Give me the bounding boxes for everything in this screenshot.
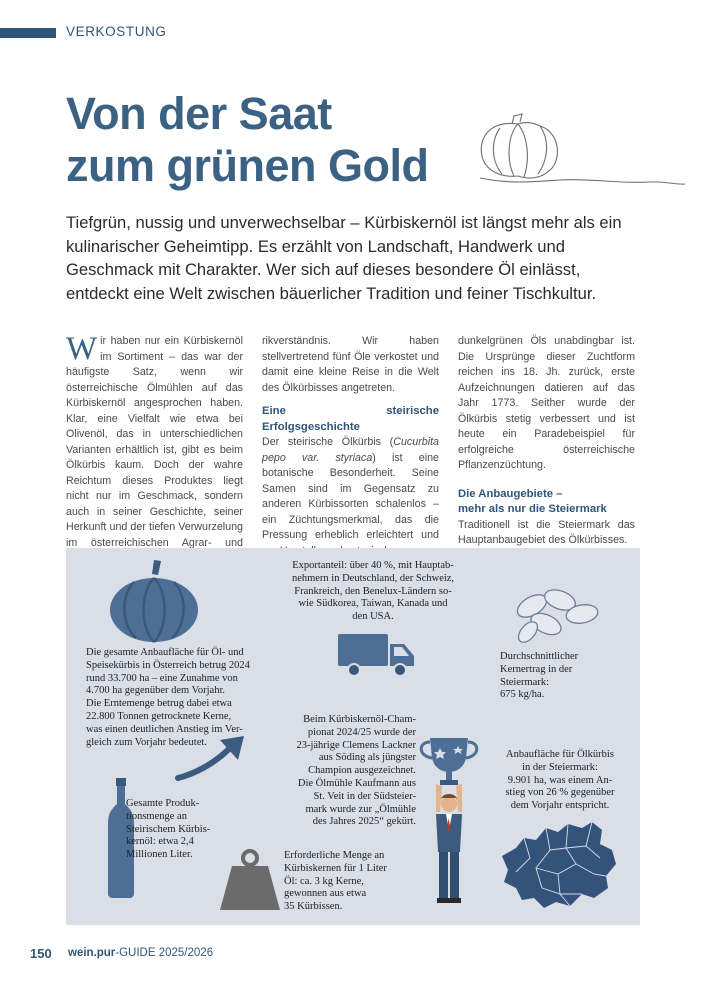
trophy-person-icon	[416, 734, 482, 906]
section-marker	[0, 28, 56, 38]
rising-arrow-icon	[174, 734, 250, 782]
weight-icon	[216, 848, 284, 912]
body-paragraph-2: rikverständnis. Wir haben stellvertretend fünf Öle verkostet und damit eine kleine Reise in die Welt des Ölkürbisses angetreten.	[262, 335, 439, 394]
pumpkin-seeds-icon	[510, 584, 606, 644]
info-production: Gesamte Produk- tionsmenge an Steirischem Kürbis- kernöl: etwa 2,4 Millionen Liter.	[126, 798, 211, 861]
info-yield: Durchschnittlicher Kernertrag in der Steiermark: 675 kg/ha.	[500, 651, 579, 701]
body-paragraph-1: ir haben nur ein Kürbiskernöl im Sortiment – das war der häufigste Satz, wenn wir österreichische Ölmühlen auf das Kürbiskernöl angesprochen haben. Klar, eine Vielfalt wie etwa bei Olivenöl, das in unterschiedlichen Varianten erhältlich ist, gibt es beim Ölkürbis kaum. Doch der wahre Reichtum dieses Produktes liegt nicht nur im Geschmack, sondern auch in seiner Geschichte, seiner Herkunft und der tiefen Verwurzelung im österreichischen Agrar- und	[66, 335, 243, 549]
pumpkin-icon	[106, 558, 202, 644]
title-line-2: zum grünen Gold	[66, 140, 429, 191]
body-column-1	[66, 331, 243, 567]
publication-name: wein.pur-GUIDE 2025/2026	[68, 947, 214, 959]
page-number: 150	[30, 946, 52, 961]
infographic-panel	[66, 548, 640, 925]
section-label: VERKOSTUNG	[66, 24, 167, 39]
lead-paragraph: Tiefgrün, nussig und unverwechselbar – Kürbiskernöl ist längst mehr als ein kulinarischer Geheimtipp. Es erzählt von Landschaft, Handwerk und Geschmack mit Charakter. Wer sich auf dieses besondere Öl einlässt, entdeckt eine Welt zwischen bäuerlicher Tradition und feiner Tischkultur.	[66, 213, 622, 303]
styria-map-icon	[496, 818, 622, 912]
truck-icon	[336, 632, 418, 678]
info-export: Exportanteil: über 40 %, mit Hauptab- nehmern in Deutschland, der Schweiz, Frankreich, den Benelux-Ländern so- wie Südkorea, Taiwan, Kanada und den USA.	[291, 560, 455, 623]
body-paragraph-4: dunkelgrünen Öls unabdingbar ist. Die Ursprünge dieser Zuchtform reichen ins 18. Jh. zurück, erste Aufzeichnungen datieren auf das Jahr 1773. Seither wurde der Ölkürbis stetig verbessert und ist heute ein Paradebeispiel für erfolgreiche österreichische Pflanzenzüchtung.	[458, 335, 635, 471]
body-paragraph-3: Der steirische Ölkürbis (Cucurbita pepo var. styriaca) ist eine botanische Besonderheit. Seine Samen sind im Gegensatz zu anderen Kürbissorten schalenlos – ein Züchtungsmerkmal, das die Pressung erheblich erleichtert und	[262, 436, 439, 541]
info-area-austria: Die gesamte Anbaufläche für Öl- und Speisekürbis in Österreich betrug 2024 rund 33.700 ha – eine Zunahme von 4.700 ha gegenüber dem Vorjahr. Die Erntemenge betrug dabei etwa 22.800 Tonnen getrocknete Kerne, was einen deutlichen Anstieg im Ver- gleich zum Vorjahr bedeutet.	[86, 647, 250, 748]
body-paragraph-5: Traditionell ist die Steiermark das Hauptanbaugebiet des Ölkürbisses.	[458, 518, 635, 546]
subheading-growing-regions: Die Anbaugebiete – mehr als nur die Steiermark	[458, 487, 607, 515]
body-column-2	[262, 334, 439, 559]
article-title	[66, 88, 428, 192]
subheading-success-story: Eine steirische Erfolgsgeschichte	[262, 405, 439, 433]
info-requirement: Erforderliche Menge an Kürbiskernen für 1 Liter Öl: ca. 3 kg Kerne, gewonnen aus etwa 35 Kürbissen.	[284, 850, 387, 913]
latin-name: Cucurbita pepo var. styriaca	[262, 436, 439, 464]
info-area-styria: Anbaufläche für Ölkürbis in der Steiermark: 9.901 ha, was einem An- stieg von 26 % gegenüber dem Vorjahr entspricht.	[505, 749, 615, 812]
info-championship: Beim Kürbiskernöl-Cham- pionat 2024/25 wurde der 23-jährige Clemens Lackner aus Söding als jüngster Champion ausgezeichnet. Die Ölmühle Kaufmann aus St. Veit in der Südsteier- mark wurde zur „Ölmühle des Jahres 2025“ gekürt.	[296, 714, 416, 828]
pumpkin-line-icon	[470, 112, 690, 194]
body-column-3	[458, 334, 635, 549]
title-line-1: Von der Saat	[66, 88, 332, 139]
drop-cap: W	[66, 331, 98, 367]
